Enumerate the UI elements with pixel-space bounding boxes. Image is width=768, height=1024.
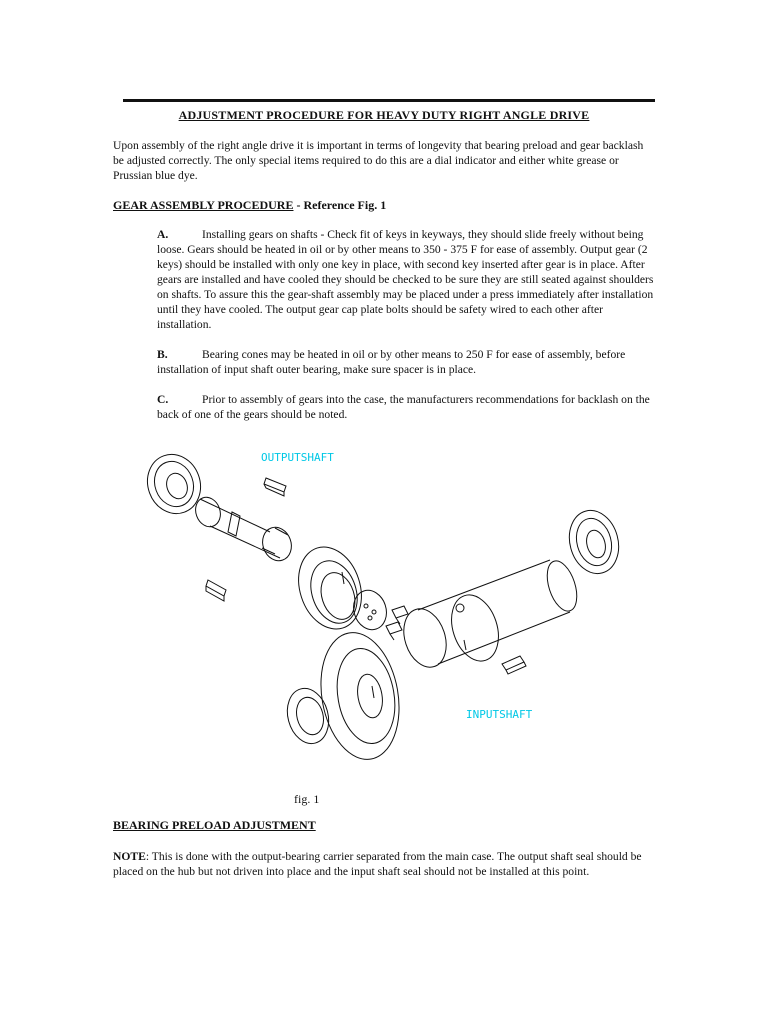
step-letter: A. [157,228,169,241]
step-c [157,392,657,422]
input-shaft-label: INPUTSHAFT [466,708,533,721]
top-rule [123,99,655,102]
output-shaft [192,494,296,565]
step-text: Prior to assembly of gears into the case, the manufacturers recommendations for backlash on the back of one of the gears should be noted. [157,393,650,421]
input-shaft [397,557,583,672]
input-spacer [281,684,334,748]
gear-assembly-heading [113,198,386,213]
note-text: : This is done with the output-bearing carrier separated from the main case. The output shaft seal should be placed on the hub but not driven into place and the input shaft seal should not be installed at this point. [113,850,642,878]
note-paragraph [113,849,653,879]
intro-paragraph: Upon assembly of the right angle drive it is important in terms of longevity that bearing preload and gear backlash be adjusted correctly. The only special items required to do this are a dial indicator and either white grease or Prussian blue dye. [113,139,644,182]
document-title: ADJUSTMENT PROCEDURE FOR HEAVY DUTY RIGHT ANGLE DRIVE [178,108,590,122]
output-bearing [139,447,208,521]
input-gear [311,626,408,765]
output-key-left [206,580,226,601]
output-key-top [264,478,286,496]
step-b [157,347,657,377]
exploded-drive-diagram [130,440,650,770]
input-key [502,656,526,674]
bearing-preload-heading: BEARING PRELOAD ADJUSTMENT [113,818,316,832]
gear-assembly-reference: - Reference Fig. 1 [293,198,387,212]
step-text: Bearing cones may be heated in oil or by other means to 250 F for ease of assembly, before installation of input shaft outer bearing, make sure spacer is in place. [157,348,626,376]
output-shaft-label: OUTPUTSHAFT [261,451,334,464]
step-letter: C. [157,393,169,406]
step-text: Installing gears on shafts - Check fit of keys in keyways, they should slide freely without being loose. Gears should be heated in oil or by other means to 350 - 375 F for ease of assembly. Output gear (2 keys) should be installed with only one key in place, with second key inserted after gear is in place. After gears are installed and have cooled they should be checked to be sure they are still seated against shoulders on shafts. To assure this the gear-shaft assembly may be placed under a press immediately after installation until they have cooled. The output gear cap plate bolts should be safety wired to each other after installation. [157,228,654,331]
gear-assembly-title: GEAR ASSEMBLY PROCEDURE [113,198,294,212]
step-letter: B. [157,348,168,361]
step-a [157,227,657,332]
figure-caption: fig. 1 [294,792,320,806]
input-bearing [563,505,626,579]
note-label: NOTE [113,850,146,863]
